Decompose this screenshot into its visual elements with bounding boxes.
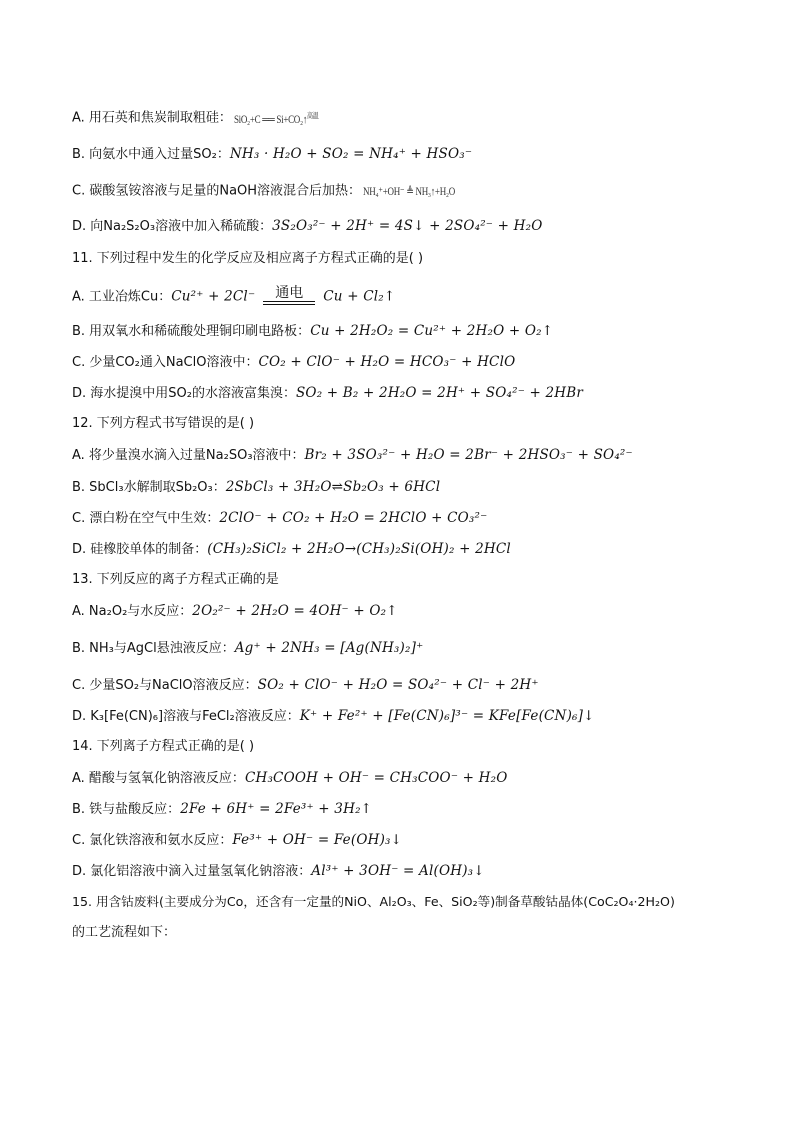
reaction-condition: 高温 — [307, 113, 319, 121]
equation-right: Cu + Cl₂↑ — [323, 288, 396, 305]
equation: CH₃COOH + OH⁻ = CH₃COO⁻ + H₂O — [244, 770, 508, 786]
option-text: C. 碳酸氢铵溶液与足量的NaOH溶液混合后加热： — [72, 183, 362, 199]
option-11c — [72, 353, 515, 372]
option-text: A. 工业冶炼Cu： — [72, 289, 172, 305]
option-13b — [72, 639, 423, 658]
equation: Ag⁺ + 2NH₃ = [Ag(NH₃)₂]⁺ — [234, 640, 424, 656]
equation: 3S₂O₃²⁻ + 2H⁺ = 4S↓ + 2SO₄²⁻ + H₂O — [272, 218, 543, 234]
question-stem: 14. 下列离子方程式正确的是( ) — [72, 739, 255, 754]
option-text: D. 硅橡胶单体的制备： — [72, 542, 208, 557]
option-text: D. K₃[Fe(CN)₆]溶液与FeCl₂溶液反应： — [72, 709, 300, 724]
question-11 — [72, 250, 423, 268]
question-12 — [72, 415, 254, 433]
equation: SO₂ + ClO⁻ + H₂O = SO₄²⁻ + Cl⁻ + 2H⁺ — [257, 677, 539, 693]
question-stem: 11. 下列过程中发生的化学反应及相应离子方程式正确的是( ) — [72, 251, 424, 266]
option-12d — [72, 540, 511, 559]
question-stem: 15. 用含钴废料(主要成分为Co，还含有一定量的NiO、Al₂O₃、Fe、SiO₂等)制备草酸钴晶体(CoC₂O₄·2H₂O) — [72, 894, 675, 909]
equation: 2ClO⁻ + CO₂ + H₂O = 2HClO + CO₃²⁻ — [219, 510, 488, 526]
option-text: C. 少量SO₂与NaClO溶液反应： — [72, 678, 258, 693]
option-text: D. 氯化铝溶液中滴入过量氢氧化钠溶液： — [72, 864, 312, 879]
question-stem: 13. 下列反应的离子方程式正确的是 — [72, 572, 279, 587]
equation: (CH₃)₂SiCl₂ + 2H₂O→(CH₃)₂Si(OH)₂ + 2HCl — [207, 541, 511, 557]
option-text: A. Na₂O₂与水反应： — [72, 604, 193, 619]
option-text: A. 将少量溴水滴入过量Na₂SO₃溶液中： — [72, 448, 305, 463]
option-text: C. 氯化铁溶液和氨水反应： — [72, 833, 233, 848]
question-13 — [72, 571, 279, 589]
option-11b — [72, 322, 553, 341]
option-text: D. 向Na₂S₂O₃溶液中加入稀硫酸： — [72, 219, 273, 234]
option-text: B. NH₃与AgCl悬浊液反应： — [72, 641, 235, 656]
equation: NH₃ · H₂O + SO₂ = NH₄⁺ + HSO₃⁻ — [229, 146, 473, 162]
equation: Cu + 2H₂O₂ = Cu²⁺ + 2H₂O + O₂↑ — [310, 323, 554, 339]
option-text: B. SbCl₃水解制取Sb₂O₃： — [72, 480, 226, 495]
option-10a — [72, 108, 318, 128]
option-text: B. 向氨水中通入过量SO₂： — [72, 147, 230, 162]
equation-left: Cu²⁺ + 2Cl⁻ — [171, 288, 256, 305]
option-text: A. 醋酸与氢氧化钠溶液反应： — [72, 771, 245, 786]
option-11d — [72, 384, 583, 403]
option-12b — [72, 478, 440, 497]
question-14 — [72, 738, 254, 756]
option-12a — [72, 446, 633, 465]
electrolysis-condition: 通电 — [261, 285, 317, 309]
equation: SO₂ + B₂ + 2H₂O = 2H⁺ + SO₄²⁻ + 2HBr — [295, 385, 584, 401]
option-14c — [72, 831, 402, 850]
option-text: B. 铁与盐酸反应： — [72, 802, 181, 817]
option-text: C. 漂白粉在空气中生效： — [72, 511, 220, 526]
question-stem-continued: 的工艺流程如下： — [72, 925, 177, 940]
option-10b — [72, 145, 472, 164]
option-10d — [72, 217, 542, 236]
equation: 2SbCl₃ + 3H₂O⇌Sb₂O₃ + 6HCl — [225, 479, 441, 495]
option-text: C. 少量CO₂通入NaClO溶液中： — [72, 355, 259, 370]
option-10c — [72, 182, 455, 201]
equation: CO₂ + ClO⁻ + H₂O = HCO₃⁻ + HClO — [258, 354, 516, 370]
question-15-continued — [72, 924, 176, 942]
formula-image: NH₄⁺+OH⁻ ≜ NH₃↑+H₂O — [363, 184, 455, 198]
equation: Al³⁺ + 3OH⁻ = Al(OH)₃↓ — [311, 863, 485, 879]
option-text: D. 海水提溴中用SO₂的水溶液富集溴： — [72, 386, 296, 401]
option-14d — [72, 862, 485, 881]
equation: 2O₂²⁻ + 2H₂O = 4OH⁻ + O₂↑ — [192, 603, 398, 619]
option-11a — [72, 285, 395, 309]
equation: K⁺ + Fe²⁺ + [Fe(CN)₆]³⁻ = KFe[Fe(CN)₆]↓ — [299, 708, 595, 724]
option-13d — [72, 707, 595, 726]
option-13a — [72, 602, 398, 621]
option-13c — [72, 676, 539, 695]
question-15 — [72, 893, 675, 911]
equation: Fe³⁺ + OH⁻ = Fe(OH)₃↓ — [232, 832, 403, 848]
option-12c — [72, 509, 487, 528]
question-stem: 12. 下列方程式书写错误的是( ) — [72, 416, 255, 431]
option-text: B. 用双氧水和稀硫酸处理铜印刷电路板： — [72, 324, 311, 339]
option-14a — [72, 769, 508, 788]
equation: 2Fe + 6H⁺ = 2Fe³⁺ + 3H₂↑ — [180, 801, 373, 817]
option-14b — [72, 800, 372, 819]
equation: Br₂ + 3SO₃²⁻ + H₂O = 2Br⁻ + 2HSO₃⁻ + SO₄²⁻ — [304, 447, 633, 463]
formula-image: SiO₂+C ══ Si+CO₂↑$^{高温}$ — [233, 113, 319, 126]
option-text: A. 用石英和焦炭制取粗硅： — [72, 110, 232, 126]
